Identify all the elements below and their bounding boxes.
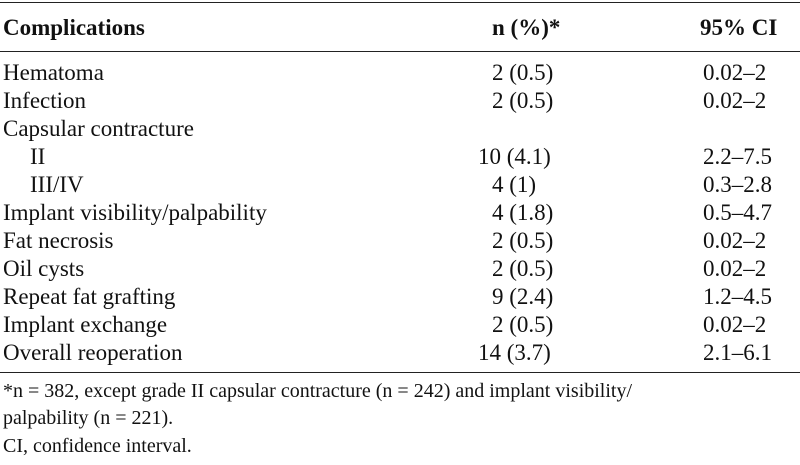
row-n: 4 (1) — [492, 172, 537, 197]
row-ci: 0.3–2.8 — [703, 172, 772, 197]
table-bottom-rule — [0, 372, 800, 373]
row-label: Overall reoperation — [3, 340, 183, 365]
row-label: Capsular contracture — [3, 116, 194, 141]
table-row — [0, 142, 800, 170]
table-row — [0, 198, 800, 226]
table-row — [0, 86, 800, 114]
row-ci: 0.5–4.7 — [703, 200, 772, 225]
row-n: 2 (0.5) — [492, 312, 554, 337]
row-label: Repeat fat grafting — [3, 284, 176, 309]
row-label: Implant visibility/palpability — [3, 200, 267, 225]
row-n: 9 (2.4) — [492, 284, 554, 309]
table-top-rule — [0, 2, 800, 3]
row-n: 2 (0.5) — [492, 88, 554, 113]
row-ci: 0.02–2 — [703, 256, 767, 281]
row-ci: 0.02–2 — [703, 88, 767, 113]
row-label: Oil cysts — [3, 256, 85, 281]
table-row — [0, 226, 800, 254]
table-row — [0, 338, 800, 366]
header-complications: Complications — [3, 15, 145, 40]
header-n-percent: n (%)* — [492, 15, 561, 40]
row-n: 2 (0.5) — [492, 60, 554, 85]
table-row — [0, 282, 800, 310]
row-ci: 0.02–2 — [703, 60, 767, 85]
row-ci: 2.2–7.5 — [703, 144, 772, 169]
row-n: 4 (1.8) — [492, 200, 554, 225]
row-label: Implant exchange — [3, 312, 168, 337]
footnote-sample-size: *n = 382, except grade II capsular contracture (n = 242) and implant visibility/ — [3, 380, 633, 402]
row-n: 10 (4.1) — [478, 144, 551, 169]
table-row — [0, 254, 800, 282]
row-ci: 0.02–2 — [703, 228, 767, 253]
table-row — [0, 310, 800, 338]
footnote-abbreviation: CI, confidence interval. — [3, 435, 192, 457]
table-row — [0, 114, 800, 142]
row-label: III/IV — [30, 172, 84, 197]
footnote-sample-size-cont: palpability (n = 221). — [3, 407, 174, 429]
header-95-ci: 95% CI — [700, 15, 778, 40]
row-ci: 1.2–4.5 — [703, 284, 772, 309]
row-ci: 2.1–6.1 — [703, 340, 772, 365]
table-row — [0, 58, 800, 86]
row-n: 14 (3.7) — [478, 340, 551, 365]
table-header-rule — [0, 51, 800, 52]
row-n: 2 (0.5) — [492, 228, 554, 253]
row-label: Infection — [3, 88, 87, 113]
row-ci: 0.02–2 — [703, 312, 767, 337]
row-n: 2 (0.5) — [492, 256, 554, 281]
table-row — [0, 170, 800, 198]
row-label: Hematoma — [3, 60, 104, 85]
row-label: II — [30, 144, 46, 169]
row-label: Fat necrosis — [3, 228, 114, 253]
